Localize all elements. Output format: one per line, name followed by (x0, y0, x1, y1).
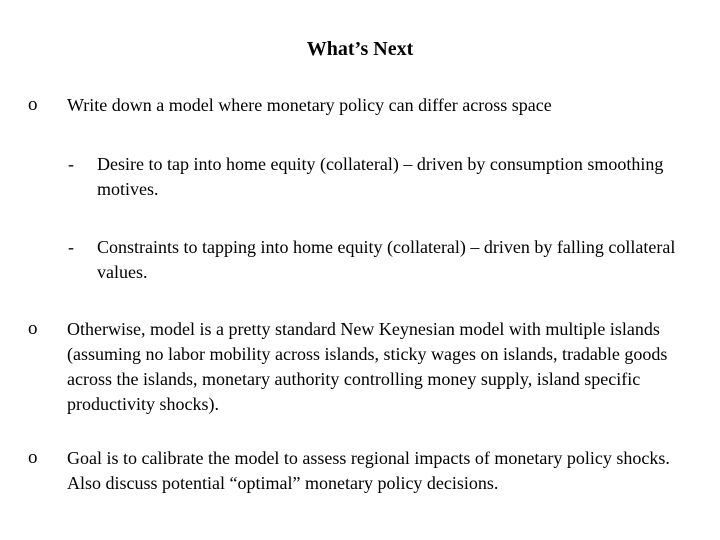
dash-marker: - (68, 237, 74, 257)
dash-marker: - (68, 154, 74, 174)
sub-bullet-text: Constraints to tapping into home equity (collateral) – driven by falling collateral values. (97, 237, 676, 282)
bullet-text: Otherwise, model is a pretty standard New Keynesian model with multiple islands (assuming no labor mobility across islands, sticky wages on islands, tradable goods across the islands, monetary authority controlling money supply, island specific productivity shocks). (67, 319, 668, 414)
slide-title: What’s Next (306, 38, 414, 60)
bullet-text: Write down a model where monetary policy can differ across space (67, 95, 552, 115)
bullet-marker: o (28, 318, 38, 339)
bullet-marker: o (28, 447, 38, 468)
bullet-text: Goal is to calibrate the model to assess regional impacts of monetary policy shocks. Also discuss potential “optimal” monetary policy decisions. (67, 448, 670, 493)
bullet-marker: o (28, 94, 38, 115)
sub-bullet-text: Desire to tap into home equity (collateral) – driven by consumption smoothing motives. (97, 154, 664, 199)
